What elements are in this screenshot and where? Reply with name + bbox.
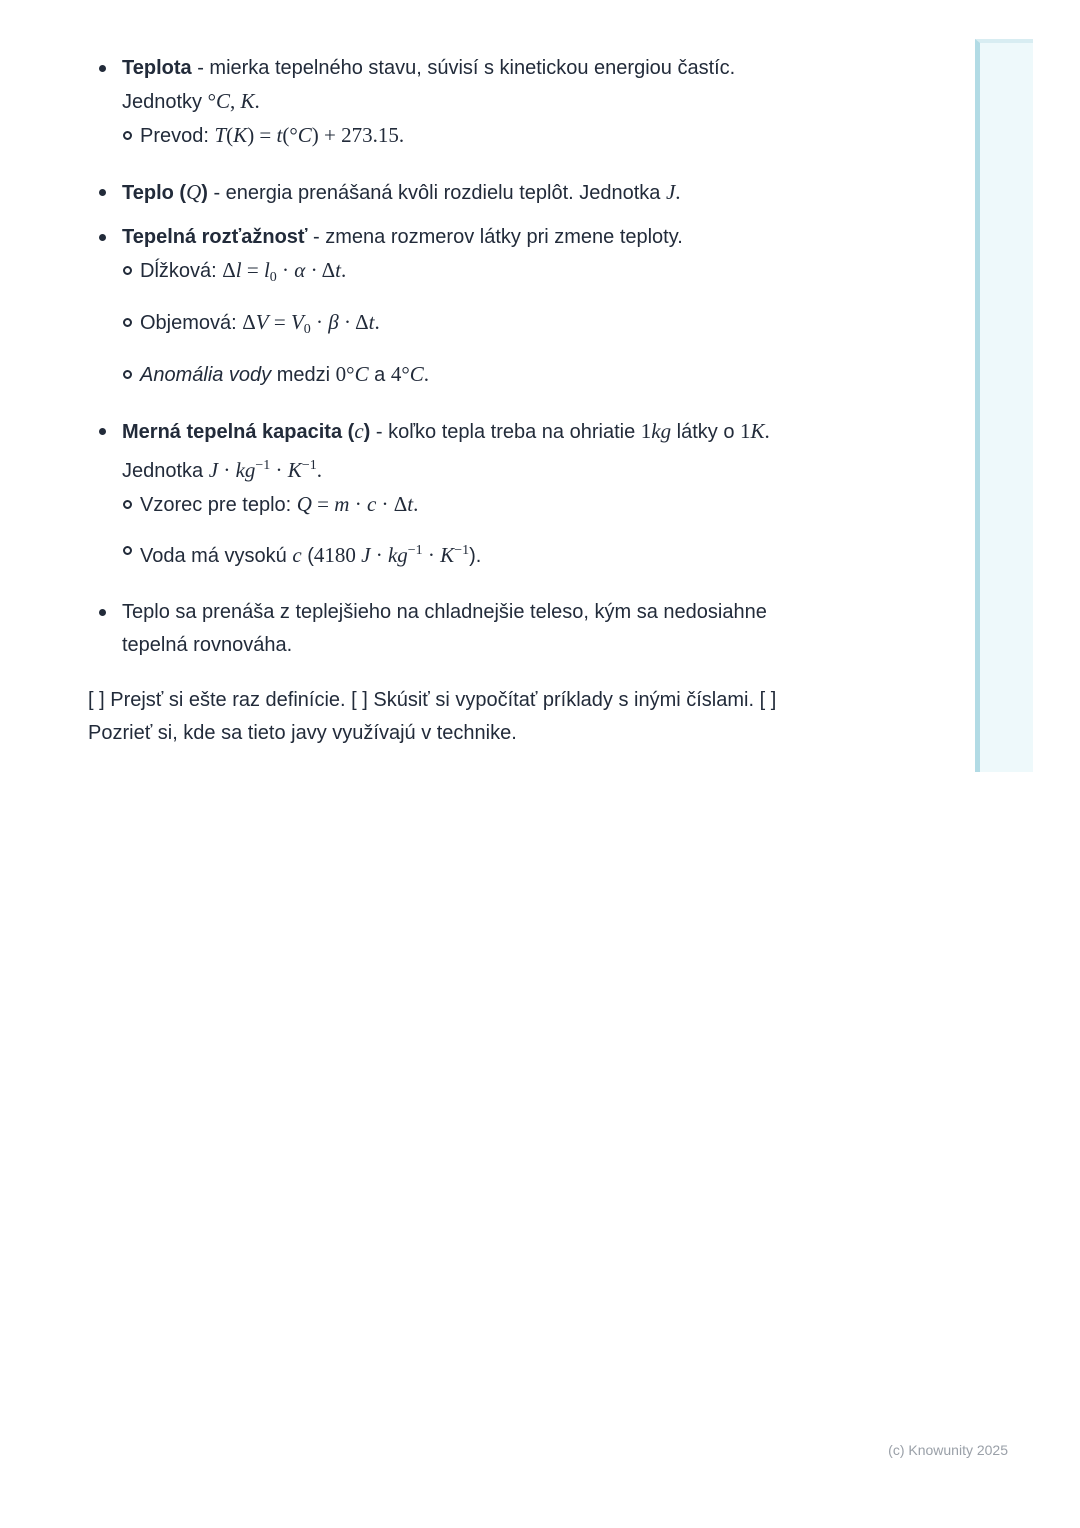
text-line <box>140 358 948 392</box>
text-run: ) <box>201 182 208 204</box>
text-line <box>88 684 948 717</box>
sub-list-item <box>122 534 948 573</box>
text-run: · Δ <box>376 492 408 516</box>
text-line <box>122 176 948 210</box>
side-scrollbar[interactable] <box>975 39 1033 772</box>
circle-bullet-icon <box>123 318 132 327</box>
text-run: t <box>407 492 414 516</box>
text-run: ) <box>363 421 371 443</box>
sub-list-item <box>122 358 948 392</box>
text-run: . <box>316 458 322 482</box>
text-run: kg <box>235 458 256 482</box>
copyright-footer: (c) Knowunity 2025 <box>888 1442 1008 1458</box>
text-run: Teplo ( <box>122 182 187 204</box>
text-run: (° <box>282 123 298 147</box>
text-line <box>140 306 948 346</box>
text-run: . <box>374 310 380 334</box>
text-run: K <box>750 419 765 443</box>
circle-bullet-icon <box>123 266 132 275</box>
text-run: 0° <box>335 362 355 386</box>
text-run: · <box>270 458 288 482</box>
text-run: kg <box>651 419 672 443</box>
sub-list-item <box>122 488 948 522</box>
text-run: . <box>413 492 419 516</box>
text-run: = <box>268 310 291 334</box>
text-run: −1 <box>454 543 470 558</box>
text-run: - mierka tepelného stavu, súvisí s kinetickou energiou častíc. <box>191 57 736 79</box>
list-item <box>88 176 948 210</box>
text-run: Jednotky <box>122 91 208 113</box>
text-run: α <box>294 258 306 282</box>
text-run: ° <box>207 89 217 113</box>
text-run: = <box>311 492 335 516</box>
text-run: ) + 273.15. <box>311 123 405 147</box>
text-run: , <box>230 89 241 113</box>
text-line <box>140 488 948 522</box>
notes-list <box>88 52 948 662</box>
text-run: ). <box>469 545 482 567</box>
document-page <box>88 52 948 750</box>
list-item <box>88 596 948 662</box>
text-line <box>140 534 948 573</box>
text-line <box>140 119 948 153</box>
text-run: 1 <box>640 419 652 443</box>
text-run: a <box>368 364 391 386</box>
text-run: Δ <box>242 310 256 334</box>
text-run: tepelná rovnováha. <box>122 634 293 656</box>
text-run: Jednotka <box>122 460 209 482</box>
text-run: t <box>276 123 283 147</box>
text-run: 1 <box>740 419 751 443</box>
text-line <box>88 717 948 750</box>
text-run: · <box>218 458 236 482</box>
text-run: K <box>440 543 455 567</box>
text-run: · <box>310 310 329 334</box>
text-run: . <box>423 362 429 386</box>
text-run: c <box>354 419 364 443</box>
text-run: −1 <box>407 543 423 558</box>
text-run: Q <box>296 492 312 516</box>
sub-list-item <box>122 254 948 294</box>
text-run: - koľko tepla treba na ohriatie <box>370 421 641 443</box>
text-run: K <box>233 123 248 147</box>
bullet-icon <box>99 65 106 72</box>
text-run: t <box>368 310 375 334</box>
text-run: m <box>334 492 350 516</box>
text-run: J <box>208 458 219 482</box>
list-item <box>88 221 948 392</box>
text-run: · <box>349 492 367 516</box>
text-run: −1 <box>301 458 317 473</box>
circle-bullet-icon <box>123 131 132 140</box>
text-run: β <box>328 310 339 334</box>
text-run: Teplo sa prenáša z teplejšieho na chladnejšie teleso, kým sa nedosiahne <box>122 601 767 623</box>
text-line <box>122 221 948 254</box>
text-run: −1 <box>255 458 271 473</box>
text-run: Dĺžková: <box>140 260 223 282</box>
circle-bullet-icon <box>123 370 132 379</box>
text-run: 0 <box>303 322 311 337</box>
text-run: C <box>297 123 312 147</box>
circle-bullet-icon <box>123 500 132 509</box>
text-run: - energia prenášaná kvôli rozdielu teplôt. Jednotka <box>207 182 666 204</box>
text-run: C <box>216 89 231 113</box>
text-run: - zmena rozmerov látky pri zmene teploty. <box>307 226 683 248</box>
text-run: t <box>335 258 342 282</box>
text-run: K <box>240 89 255 113</box>
text-run: [ ] Prejsť si ešte raz definície. [ ] Skúsiť si vypočítať príklady s inými číslami. [ ] <box>88 689 777 711</box>
text-run: T <box>214 123 227 147</box>
text-run: l <box>235 258 242 282</box>
text-run: l <box>263 258 270 282</box>
text-run: . <box>764 419 770 443</box>
list-item <box>88 52 948 153</box>
text-run: Teplota <box>122 57 192 79</box>
text-run: · <box>276 258 295 282</box>
text-run: Vzorec pre teplo: <box>140 494 297 516</box>
text-run: ( <box>301 545 314 567</box>
text-run: 4° <box>390 362 410 386</box>
text-run: C <box>354 362 369 386</box>
text-run: 4180 <box>313 543 362 567</box>
text-run: . <box>254 89 260 113</box>
text-run: Prevod: <box>140 125 215 147</box>
text-run: V <box>290 310 304 334</box>
todo-paragraph <box>88 684 948 750</box>
sub-list-item <box>122 119 948 153</box>
text-line <box>122 596 948 629</box>
bullet-icon <box>99 189 106 196</box>
bullet-icon <box>99 234 106 241</box>
text-run: · Δ <box>338 310 369 334</box>
text-run: Pozrieť si, kde sa tieto javy využívajú v technike. <box>88 722 517 744</box>
text-run: ) = <box>247 123 277 147</box>
text-line <box>122 415 948 449</box>
text-run: c <box>292 543 302 567</box>
text-run: · Δ <box>305 258 336 282</box>
text-line <box>122 52 948 85</box>
text-run: Anomália vody <box>140 364 272 386</box>
text-run: · <box>422 543 441 567</box>
text-run: kg <box>387 543 408 567</box>
text-run: · <box>370 543 388 567</box>
list-item <box>88 415 948 573</box>
bullet-icon <box>99 609 106 616</box>
text-run: ( <box>226 123 234 147</box>
text-run: . <box>341 258 347 282</box>
text-run: 0 <box>269 270 277 285</box>
text-run: Objemová: <box>140 312 243 334</box>
bullet-icon <box>99 428 106 435</box>
text-run: J <box>361 543 371 567</box>
text-run: . <box>675 180 681 204</box>
text-run: Tepelná rozťažnosť <box>122 226 308 248</box>
text-run: Merná tepelná kapacita ( <box>122 421 355 443</box>
text-line <box>122 629 948 662</box>
text-line <box>122 449 948 488</box>
text-line <box>122 85 948 119</box>
text-run: V <box>255 310 269 334</box>
text-run: c <box>366 492 377 516</box>
text-run: K <box>287 458 302 482</box>
text-run: J <box>665 180 676 204</box>
text-run: Δ <box>222 258 236 282</box>
circle-bullet-icon <box>123 546 132 555</box>
text-run: medzi <box>271 364 336 386</box>
text-run: C <box>409 362 424 386</box>
text-run: látky o <box>671 421 740 443</box>
sub-list-item <box>122 306 948 346</box>
text-run: Q <box>186 180 202 204</box>
text-line <box>140 254 948 294</box>
text-run: = <box>241 258 264 282</box>
text-run: Voda má vysokú <box>140 545 293 567</box>
